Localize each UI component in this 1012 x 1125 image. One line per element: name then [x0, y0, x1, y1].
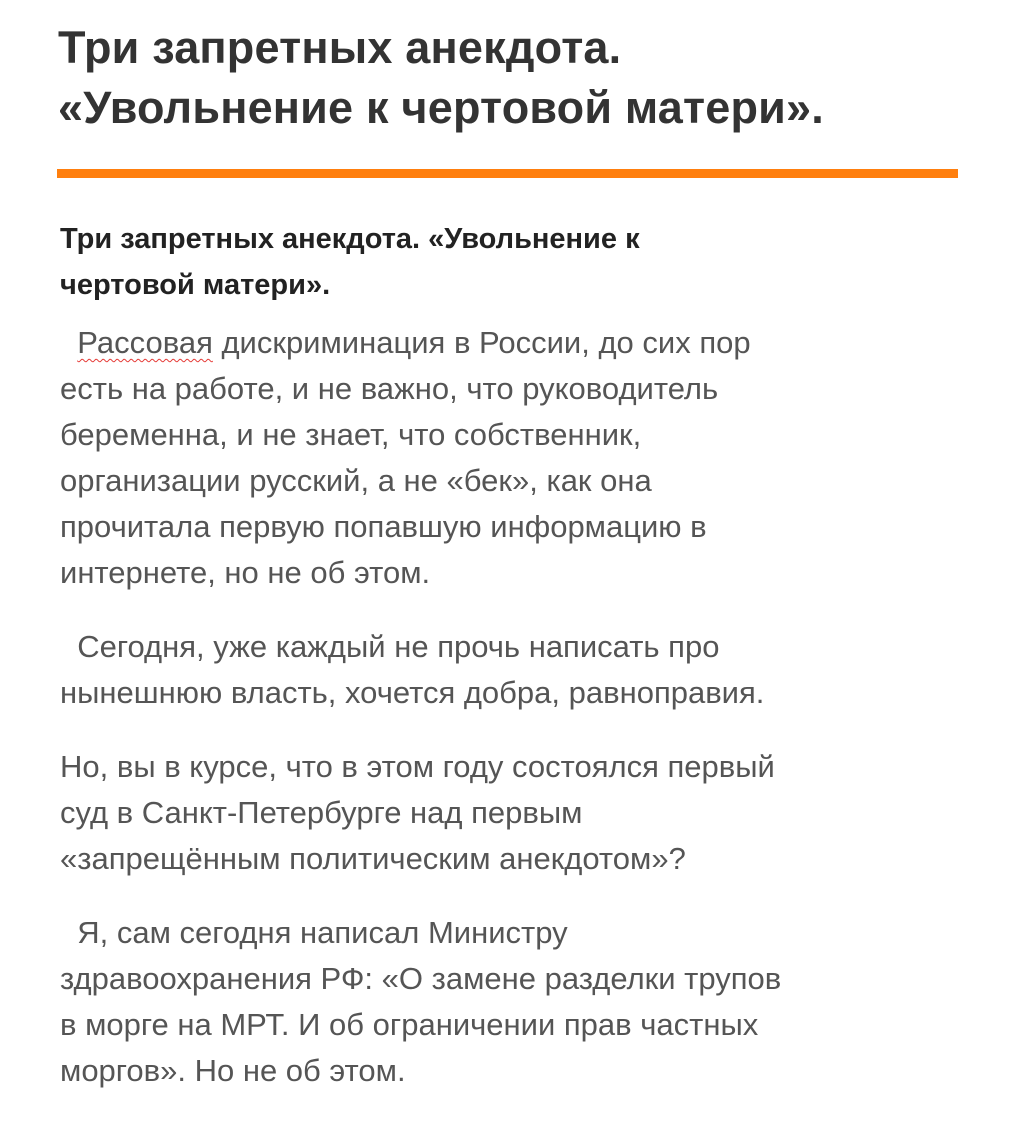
indent [60, 325, 77, 360]
title-line: Три запретных анекдота. [58, 22, 622, 73]
paragraph-line: прочитала первую попавшую информацию в [60, 509, 707, 544]
paragraph-line: суд в Санкт-Петербурге над первым [60, 795, 583, 830]
subtitle-line: Три запретных анекдота. «Увольнение к [60, 223, 640, 255]
paragraph-1 [60, 320, 960, 596]
line-rest: дискриминация в России, до сих пор [212, 325, 751, 360]
page-title [58, 18, 988, 138]
paragraph-3 [60, 744, 960, 882]
paragraph-line: интернете, но не об этом. [60, 555, 431, 590]
paragraph-line: Я, сам сегодня написал Министру [60, 915, 568, 950]
article-subtitle [60, 216, 960, 308]
orange-divider [57, 169, 958, 178]
paragraph-line: организации русский, а не «бек», как она [60, 463, 652, 498]
paragraph-line: нынешнюю власть, хочется добра, равноправия. [60, 675, 765, 710]
misspelled-word[interactable]: Рассовая [77, 325, 213, 360]
paragraph-line: моргов». Но не об этом. [60, 1053, 406, 1088]
paragraph-line: Сегодня, уже каждый не прочь написать про [60, 629, 720, 664]
article-body [60, 216, 960, 1122]
paragraph-line: «запрещённым политическим анекдотом»? [60, 841, 686, 876]
subtitle-line: чертовой матери». [60, 269, 331, 301]
paragraph-line [60, 320, 960, 366]
paragraph-line: беременна, и не знает, что собственник, [60, 417, 642, 452]
paragraph-2 [60, 624, 960, 716]
title-line: «Увольнение к чертовой матери». [58, 82, 824, 133]
paragraph-line: есть на работе, и не важно, что руководитель [60, 371, 719, 406]
paragraph-line: в морге на МРТ. И об ограничении прав частных [60, 1007, 759, 1042]
paragraph-4 [60, 910, 960, 1094]
paragraph-line: Но, вы в курсе, что в этом году состоялся первый [60, 749, 775, 784]
paragraph-line: здравоохранения РФ: «О замене разделки трупов [60, 961, 782, 996]
